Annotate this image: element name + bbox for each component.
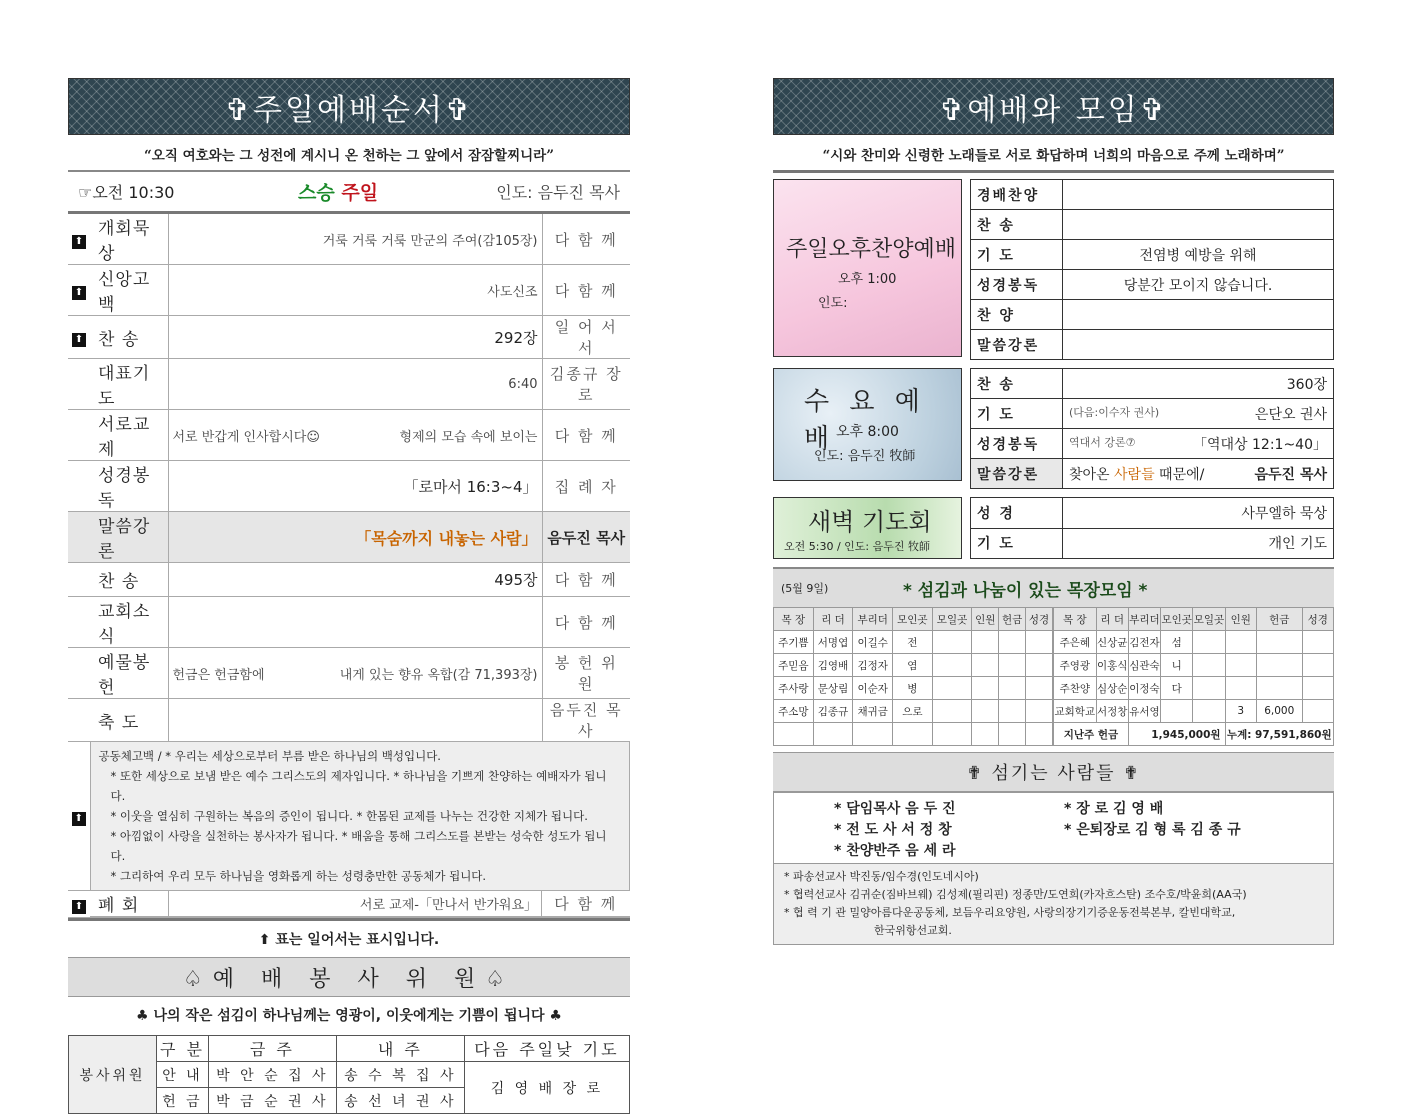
row-key: 경배찬양 — [971, 180, 1063, 210]
row-value: 역대서 강론⑦ 「역대상 12:1~40」 — [1063, 429, 1334, 459]
line: * 협력선교사 김귀순(짐바브웨) 김성제(필리핀) 정종만/도연희(카자흐스탄) 조수호/박윤희(AA국) — [784, 888, 1247, 901]
line: * 전 도 사 서 정 창 — [834, 822, 952, 838]
cell-col-head: 헌금 — [1256, 608, 1302, 631]
col-head: 금 주 — [208, 1036, 336, 1062]
cell-row — [1054, 677, 1334, 700]
col-head: 내 주 — [336, 1036, 464, 1062]
cell-value — [1225, 677, 1256, 700]
row-value: (다음:이수자 권사) 은단오 권사 — [1063, 399, 1334, 429]
cell-value — [1026, 631, 1053, 654]
cell-value: 주기쁨 — [774, 631, 814, 654]
col-head: 구 분 — [157, 1036, 209, 1062]
credo-table — [68, 742, 630, 918]
order-row — [68, 359, 630, 410]
theme-verse: “오직 여호와는 그 성전에 계시니 온 천하는 그 앞에서 잠잠할찌니라” — [68, 135, 630, 172]
order-row — [68, 316, 630, 359]
row-value: 전염병 예방을 위해 — [1063, 240, 1334, 270]
cell-value — [1256, 654, 1302, 677]
cell-value — [972, 700, 999, 723]
row-value — [1063, 180, 1334, 210]
cell-value — [932, 700, 972, 723]
cell-col-head: 모일곳 — [932, 608, 972, 631]
row-key: 성 경 — [971, 498, 1063, 529]
afternoon-title: 주일오후찬양예배 — [786, 237, 957, 262]
row-value: 사무엘하 묵상 — [1063, 498, 1334, 529]
next-week-cell: 송 수 복 집 사 — [336, 1062, 464, 1088]
row-value — [1063, 300, 1334, 330]
row-value — [1063, 330, 1334, 360]
row-key: 성경봉독 — [971, 270, 1063, 300]
cell-header — [773, 567, 1334, 607]
cell-value: 김종규 — [813, 700, 853, 723]
line: * 파송선교사 박진동/임수경(인도네시아) — [784, 870, 979, 883]
cell-value — [1302, 631, 1333, 654]
cell-tables — [773, 607, 1334, 746]
item-leader: 다 함 께 — [542, 265, 630, 316]
role-cell: 헌 금 — [157, 1088, 209, 1114]
cell-value: 주찬양 — [1054, 677, 1097, 700]
cell-value: 주소망 — [774, 700, 814, 723]
item-leader: 일 어 서 서 — [542, 316, 630, 359]
cell-value: 전 — [893, 631, 933, 654]
item-name: 개회묵상 — [90, 214, 168, 265]
cell-col-head: 부리더 — [853, 608, 893, 631]
cell-value: 김전자 — [1128, 631, 1160, 654]
order-row — [68, 699, 630, 742]
afternoon-leader: 인도: — [818, 296, 848, 311]
cell-row — [1054, 631, 1334, 654]
cell-value — [1256, 677, 1302, 700]
cell-value — [1193, 654, 1225, 677]
row-key: 찬 송 — [971, 369, 1063, 399]
cell-value — [1026, 700, 1053, 723]
cell-value — [1302, 700, 1333, 723]
cell-value: 6,000 — [1256, 700, 1302, 723]
cell-value — [972, 723, 999, 746]
role-cell: 안 내 — [157, 1062, 209, 1088]
item-name: 신앙고백 — [90, 265, 168, 316]
cell-col-head: 리 더 — [813, 608, 853, 631]
cell-value: 병 — [893, 677, 933, 700]
wednesday-leader: 인도: 음두진 牧師 — [814, 449, 916, 464]
wednesday-card — [773, 368, 962, 481]
committee-title: ♤예 배 봉 사 위 원♤ — [68, 957, 630, 997]
cell-value: 이순자 — [853, 677, 893, 700]
cell-value — [853, 723, 893, 746]
cell-value — [972, 677, 999, 700]
credo-line: * 아낌없이 사랑을 실천하는 봉사자가 됩니다. * 배움을 통해 그리스도를 본받는 성숙한 성도가 됩니다. — [110, 829, 607, 863]
dawn-time: 오전 5:30 / 인도: 음두진 牧師 — [784, 540, 930, 553]
cell-value: 다 — [1161, 677, 1193, 700]
cell-value — [1256, 631, 1302, 654]
item-name: 찬 송 — [90, 316, 168, 359]
wednesday-time: 오후 8:00 — [836, 424, 899, 440]
item-note: 서로 반갑게 인사합시다☺ — [172, 429, 320, 445]
cell-row — [774, 631, 1053, 654]
item-name: 말씀강론 — [90, 512, 168, 563]
row-key: 기 도 — [971, 240, 1063, 270]
row-key: 찬 송 — [971, 210, 1063, 240]
order-banner: ✞주일예배순서✞ — [68, 78, 630, 135]
item-content — [168, 699, 542, 742]
stand-icon: ⬆ — [72, 333, 86, 347]
order-table — [68, 214, 630, 742]
item-leader: 집 례 자 — [542, 461, 630, 512]
cell-value — [932, 631, 972, 654]
cell-table-right — [1053, 607, 1334, 746]
cell-col-head: 헌금 — [999, 608, 1026, 631]
cell-value — [999, 700, 1026, 723]
offering-week: 1,945,000원 — [1128, 723, 1225, 746]
cell-col-head: 모인곳 — [1161, 608, 1193, 631]
item-leader: 다 함 께 — [542, 597, 630, 648]
cell-value — [893, 723, 933, 746]
cell-value — [999, 631, 1026, 654]
order-row — [68, 410, 630, 461]
item-leader: 다 함 께 — [542, 410, 630, 461]
cell-date: (5월 9일) — [781, 582, 829, 595]
item-name: 성경봉독 — [90, 461, 168, 512]
cell-row — [1054, 654, 1334, 677]
cell-value — [1193, 631, 1225, 654]
meetings-banner: ✞예배와 모임✞ — [773, 78, 1334, 135]
item-content: 6:40 — [168, 359, 542, 410]
servers-left — [834, 799, 1064, 857]
line: * 은퇴장로 김 형 록 김 종 규 — [1064, 822, 1241, 838]
committee-verse: ♣ 나의 작은 섬김이 하나님께는 영광이, 이웃에게는 기쁨이 됩니다 ♣ — [136, 1008, 562, 1024]
cell-value — [1026, 723, 1053, 746]
service-time: ☞오전 10:30 — [78, 183, 175, 202]
order-row — [68, 512, 630, 563]
cell-value — [1026, 654, 1053, 677]
cell-value: 심상순 — [1096, 677, 1128, 700]
cell-value: 유서영 — [1128, 700, 1160, 723]
cell-col-head: 인원 — [972, 608, 999, 631]
committee-table — [68, 1035, 630, 1114]
wednesday-title: 수 요 예 배 — [804, 387, 926, 454]
credo-line: 공동체고백 / * 우리는 세상으로부터 부름 받은 하나님의 백성입니다. — [98, 749, 441, 763]
cell-value — [999, 677, 1026, 700]
cell-value: 서정창 — [1096, 700, 1128, 723]
cell-value: 이정숙 — [1128, 677, 1160, 700]
left-page — [68, 78, 630, 1114]
line: * 협 력 기 관 밀양아름다운공동체, 보듬우리요양원, 사랑의장기기증운동전북본부, 칼빈대학교, — [784, 906, 1236, 919]
row-value — [1063, 210, 1334, 240]
item-leader: 다 함 께 — [542, 891, 630, 917]
servers-right — [1064, 799, 1241, 857]
stand-icon: ⬆ — [72, 235, 86, 249]
cell-value — [1302, 677, 1333, 700]
item-name: 대표기도 — [90, 359, 168, 410]
cell-col-head: 성경 — [1026, 608, 1053, 631]
item-leader: 다 함 께 — [542, 563, 630, 597]
col-head: 다음 주일낮 기도 — [464, 1036, 629, 1062]
cell-col-head: 리 더 — [1096, 608, 1128, 631]
wednesday-sermon: 찾아온 사람들 때문에/ 음두진 목사 — [1063, 459, 1334, 489]
this-week-cell: 박 금 순 권 사 — [208, 1088, 336, 1114]
cell-value: 주믿음 — [774, 654, 814, 677]
item-content: 495장 — [168, 563, 542, 597]
cell-col-head: 성경 — [1302, 608, 1333, 631]
line: * 담임목사 음 두 진 — [834, 801, 956, 817]
cell-value — [813, 723, 853, 746]
servers-block — [773, 792, 1334, 864]
order-row — [68, 563, 630, 597]
dawn-block — [773, 497, 1334, 559]
item-leader: 음두진 목사 — [542, 512, 630, 563]
item-content — [168, 597, 542, 648]
item-name: 폐 회 — [90, 891, 168, 917]
cell-row — [774, 700, 1053, 723]
item-name: 축 도 — [90, 699, 168, 742]
cell-col-head: 목 장 — [1054, 608, 1097, 631]
cell-value — [1302, 654, 1333, 677]
afternoon-table — [970, 179, 1334, 360]
right-page — [773, 78, 1334, 945]
row-key: 성경봉독 — [971, 429, 1063, 459]
cell-value: 교회학교 — [1054, 700, 1097, 723]
cell-value: 심관숙 — [1128, 654, 1160, 677]
line: * 찬양반주 음 세 라 — [834, 843, 956, 859]
cell-value — [1225, 654, 1256, 677]
cell-value — [932, 654, 972, 677]
row-key: 기 도 — [971, 399, 1063, 429]
cell-value: 주영광 — [1054, 654, 1097, 677]
order-row — [68, 648, 630, 699]
offering-total: 누계: 97,591,860원 — [1225, 723, 1333, 746]
this-week-cell: 박 안 순 집 사 — [208, 1062, 336, 1088]
cell-value — [932, 723, 972, 746]
row-value: 360장 — [1063, 369, 1334, 399]
stand-icon: ⬆ — [72, 812, 86, 826]
stand-icon: ⬆ — [72, 286, 86, 300]
item-leader: 다 함 께 — [542, 214, 630, 265]
dawn-table — [970, 497, 1334, 559]
missions-block — [773, 864, 1334, 945]
item-content: 헌금은 헌금함에 내게 있는 향유 옥합(감 71,393장) — [168, 648, 542, 699]
cell-col-head: 목 장 — [774, 608, 814, 631]
cell-value: 김영배 — [813, 654, 853, 677]
cell-row — [774, 723, 1053, 746]
item-leader: 음두진 목사 — [542, 699, 630, 742]
cell-col-head: 인원 — [1225, 608, 1256, 631]
cell-value — [999, 723, 1026, 746]
cell-row — [1054, 700, 1334, 723]
next-week-cell: 송 선 녀 권 사 — [336, 1088, 464, 1114]
item-leader: 봉 헌 위 원 — [542, 648, 630, 699]
service-leader: 인도: 음두진 목사 — [496, 183, 620, 202]
cell-value: 서명엽 — [813, 631, 853, 654]
cell-value — [774, 723, 814, 746]
cell-col-head: 부리더 — [1128, 608, 1160, 631]
credo-line: * 이웃을 열심히 구원하는 복음의 증인이 됩니다. * 한몸된 교제를 나누는 건강한 지체가 됩니다. — [110, 809, 588, 823]
afternoon-time: 오후 1:00 — [838, 272, 897, 287]
item-content: 292장 — [168, 316, 542, 359]
cell-value: 3 — [1225, 700, 1256, 723]
item-content: 서로 반갑게 인사합시다☺ 형제의 모습 속에 보이는 — [168, 410, 542, 461]
wednesday-block — [773, 368, 1334, 489]
row-key: 기 도 — [971, 528, 1063, 559]
item-name: 찬 송 — [90, 563, 168, 597]
cell-value: 김정자 — [853, 654, 893, 677]
cell-row — [774, 677, 1053, 700]
line: * 장 로 김 영 배 — [1064, 801, 1164, 817]
cell-value: 주사랑 — [774, 677, 814, 700]
cell-col-head: 모인곳 — [893, 608, 933, 631]
dawn-title: 새벽 기도회 — [808, 508, 932, 536]
cell-value: 이길수 — [853, 631, 893, 654]
meetings-verse: “시와 찬미와 신령한 노래들로 서로 화답하며 너희의 마음으로 주께 노래하며” — [773, 135, 1334, 173]
cell-value: 신상균 — [1096, 631, 1128, 654]
service-header — [68, 172, 630, 214]
row-key: 말씀강론 — [971, 330, 1063, 360]
item-name: 서로교제 — [90, 410, 168, 461]
closing-row — [68, 891, 630, 918]
cell-value: 채귀금 — [853, 700, 893, 723]
order-row — [68, 265, 630, 316]
cell-value: 으로 — [893, 700, 933, 723]
item-note: 헌금은 헌금함에 — [172, 667, 265, 683]
item-content: 사도신조 — [168, 265, 542, 316]
line: 한국위항선교회. — [874, 924, 952, 937]
afternoon-card — [773, 179, 962, 357]
wednesday-table: 찬 송 360장 기 도 (다음:이수자 권사) 은단오 권사 성경봉독 역대서 강론⑦ 「역대상 12:1~40」 말씀강론 찾아온 사람들 때문에/ 음두진 목사 — [970, 368, 1334, 489]
item-name: 교회소식 — [90, 597, 168, 648]
servers-title: ✟ 섬기는 사람들 ✟ — [773, 752, 1334, 792]
order-row — [68, 461, 630, 512]
item-content: 「로마서 16:3~4」 — [168, 461, 542, 512]
row-value: 당분간 모이지 않습니다. — [1063, 270, 1334, 300]
cell-table-left — [773, 607, 1053, 746]
item-content: 서로 교제-「만나서 반가워요」 — [168, 891, 542, 917]
afternoon-block — [773, 179, 1334, 360]
dawn-card — [773, 497, 962, 559]
item-content: 거룩 거룩 거룩 만군의 주여(감105장) — [168, 214, 542, 265]
row-key: 찬 양 — [971, 300, 1063, 330]
stand-note: ⬆ 표는 일어서는 표시입니다. — [68, 918, 630, 957]
cell-value — [932, 677, 972, 700]
cell-value: 문상림 — [813, 677, 853, 700]
cell-value — [1225, 631, 1256, 654]
next-prayer-cell: 김 영 배 장 로 — [464, 1062, 629, 1114]
community-confession — [90, 742, 630, 891]
cell-title: * 섬김과 나눔이 있는 목장모임 * — [903, 580, 1148, 601]
cell-value — [999, 654, 1026, 677]
cell-value — [1193, 677, 1225, 700]
cell-value: 니 — [1161, 654, 1193, 677]
offering-label: 지난주 헌금 — [1054, 723, 1129, 746]
item-content: 「목숨까지 내놓는 사람」 — [168, 512, 542, 563]
cell-row — [774, 654, 1053, 677]
order-row — [68, 214, 630, 265]
cell-value: 이홍식 — [1096, 654, 1128, 677]
item-leader: 김종규 장로 — [542, 359, 630, 410]
cell-value — [1026, 677, 1053, 700]
cell-value — [1161, 700, 1193, 723]
cell-value — [1193, 700, 1225, 723]
cell-value — [972, 654, 999, 677]
committee-label: 봉사위원 — [69, 1036, 157, 1114]
cell-value: 주은혜 — [1054, 631, 1097, 654]
cell-value: 염 — [893, 654, 933, 677]
item-name: 예물봉헌 — [90, 648, 168, 699]
cell-col-head: 모일곳 — [1193, 608, 1225, 631]
cell-value — [972, 631, 999, 654]
stand-icon: ⬆ — [72, 900, 86, 914]
credo-line: * 또한 세상으로 보냄 받은 예수 그리스도의 제자입니다. * 하나님을 기쁘게 찬양하는 예배자가 됩니다. — [110, 769, 607, 803]
cell-value: 섬 — [1161, 631, 1193, 654]
order-row — [68, 597, 630, 648]
sunday-name: 스승 주일 — [298, 182, 379, 204]
row-value: 개인 기도 — [1063, 528, 1334, 559]
credo-line: * 그리하여 우리 모두 하나님을 영화롭게 하는 성령충만한 공동체가 됩니다. — [110, 869, 487, 883]
